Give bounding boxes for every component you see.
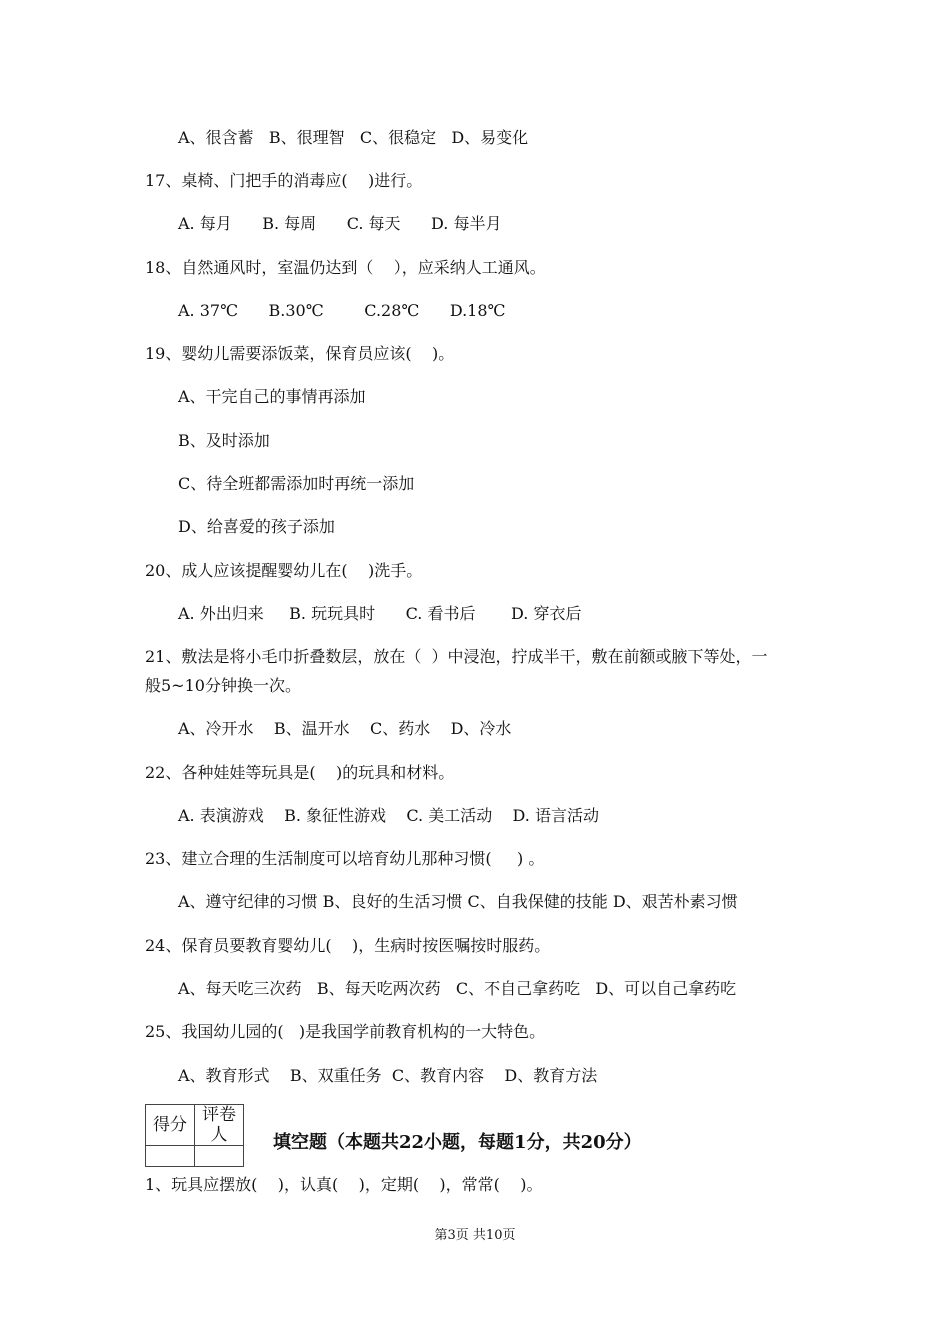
q22: 22、各种娃娃等玩具是( )的玩具和材料。 [145, 763, 455, 782]
score-header: 得分 [146, 1105, 195, 1146]
q18-options: A. 37℃ B.30℃ C.28℃ D.18℃ [178, 301, 506, 320]
q23: 23、建立合理的生活制度可以培育幼儿那种习惯( ) 。 [145, 849, 545, 868]
q19-option-d: D、给喜爱的孩子添加 [178, 517, 335, 536]
q24: 24、保育员要教育婴幼儿( )，生病时按医嘱按时服药。 [145, 936, 551, 955]
q21-line2: 般5~10分钟换一次。 [145, 676, 301, 695]
q22-options: A. 表演游戏 B. 象征性游戏 C. 美工活动 D. 语言活动 [178, 806, 599, 825]
score-cell [146, 1146, 195, 1167]
q17-options: A. 每月 B. 每周 C. 每天 D. 每半月 [178, 214, 502, 233]
page-footer: 第3页 共10页 [434, 1228, 516, 1243]
grader-header: 评卷人 [195, 1105, 244, 1146]
score-table [145, 1104, 244, 1167]
q20-options: A. 外出归来 B. 玩玩具时 C. 看书后 D. 穿衣后 [178, 604, 582, 623]
q20: 20、成人应该提醒婴幼儿在( )洗手。 [145, 561, 423, 580]
q21-line1: 21、敷法是将小毛巾折叠数层，放在（ ）中浸泡，拧成半干，敷在前额或腋下等处，一 [145, 647, 768, 666]
q19-option-c: C、待全班都需添加时再统一添加 [178, 474, 415, 493]
q19-option-b: B、及时添加 [178, 431, 270, 450]
q19-option-a: A、干完自己的事情再添加 [178, 387, 366, 406]
fill-q1: 1、玩具应摆放( )，认真( )，定期( )，常常( )。 [145, 1175, 543, 1194]
q21-options: A、冷开水 B、温开水 C、药水 D、冷水 [178, 719, 512, 738]
q16-options: A、很含蓄 B、很理智 C、很稳定 D、易变化 [178, 128, 529, 147]
grader-cell [195, 1146, 244, 1167]
q25: 25、我国幼儿园的( )是我国学前教育机构的一大特色。 [145, 1022, 546, 1041]
q19: 19、婴幼儿需要添饭菜，保育员应该( )。 [145, 344, 455, 363]
section-title: 填空题（本题共22小题，每题1分，共20分） [273, 1132, 642, 1153]
q23-options: A、遵守纪律的习惯 B、良好的生活习惯 C、自我保健的技能 D、艰苦朴素习惯 [178, 892, 738, 911]
q24-options: A、每天吃三次药 B、每天吃两次药 C、不自己拿药吃 D、可以自己拿药吃 [178, 979, 737, 998]
q25-options: A、教育形式 B、双重任务 C、教育内容 D、教育方法 [178, 1066, 598, 1085]
q18: 18、自然通风时，室温仍达到（ ），应采纳人工通风。 [145, 258, 546, 277]
q17: 17、桌椅、门把手的消毒应( )进行。 [145, 171, 423, 190]
